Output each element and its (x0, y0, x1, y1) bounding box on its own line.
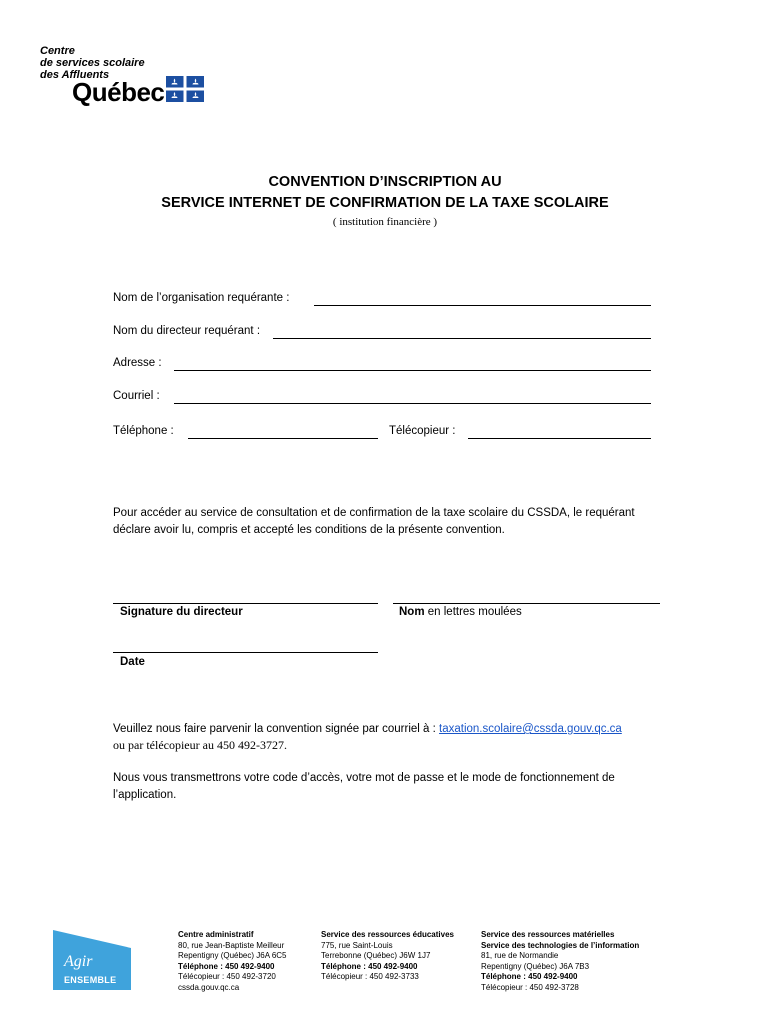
document-title-line-2: SERVICE INTERNET DE CONFIRMATION DE LA TAXE SCOLAIRE (161, 195, 609, 211)
telephone-field[interactable] (188, 438, 378, 439)
footer-col3-title: Service des ressources matérielles (481, 930, 615, 939)
logo-line-1: Centre (40, 45, 75, 57)
fax-instructions: ou par télécopieur au 450 492-3727. (113, 738, 287, 752)
telecopieur-field[interactable] (468, 438, 651, 439)
date-label: Date (120, 656, 145, 668)
logo-line-2: de services scolaire (40, 57, 145, 69)
document-subtitle: ( institution financière ) (332, 216, 438, 228)
nom-line[interactable] (393, 603, 660, 604)
footer-col3-title2: Service des technologies de l’information (481, 940, 640, 950)
adresse-label: Adresse : (113, 357, 162, 369)
footer-col-ressources-educatives (321, 930, 454, 983)
signature-label: Signature du directeur (120, 606, 243, 618)
email-link[interactable]: taxation.scolaire@cssda.gouv.qc.ca (439, 723, 622, 735)
footer-col3-line3: Téléphone : 450 492-9400 (481, 972, 578, 981)
footer-col1-line5[interactable]: cssda.gouv.qc.ca (178, 982, 240, 992)
telephone-label: Téléphone : (113, 425, 174, 437)
footer-col1-title: Centre administratif (178, 930, 254, 939)
date-line[interactable] (113, 652, 378, 653)
logo-line-3: des Affluents (40, 69, 110, 81)
adresse-field[interactable] (174, 370, 651, 371)
ensemble-logo-text: ENSEMBLE (64, 975, 117, 985)
footer-col1-line2: Repentigny (Québec) J6A 6C5 (178, 951, 287, 960)
footer-col1-line3: Téléphone : 450 492-9400 (178, 961, 275, 971)
telecopieur-label: Télécopieur : (389, 425, 456, 437)
document-title-line-1: CONVENTION D’INSCRIPTION AU (268, 174, 502, 190)
nom-label (399, 606, 522, 618)
quebec-flag-icon (166, 76, 204, 102)
courriel-label: Courriel : (113, 390, 160, 402)
send-text: Veuillez nous faire parvenir la convention signée par courriel à : (113, 723, 440, 735)
signature-line[interactable] (113, 603, 378, 604)
transmit-paragraph: Nous vous transmettrons votre code d’accès, votre mot de passe et le mode de fonctionnement de l’application. (113, 772, 615, 801)
nom-label-rest: en lettres moulées (424, 606, 522, 618)
courriel-field[interactable] (174, 403, 651, 404)
footer-col-ressources-materielles (481, 930, 639, 993)
directeur-field[interactable] (273, 338, 651, 339)
organisation-field[interactable] (314, 305, 651, 306)
footer-col2-line3: Téléphone : 450 492-9400 (321, 961, 418, 971)
send-instructions (113, 721, 673, 738)
footer-col1-line4: Télécopieur : 450 492-3720 (178, 972, 276, 981)
declaration-paragraph: Pour accéder au service de consultation et de confirmation de la taxe scolaire du CSSDA, le requérant déclare avoir lu, compris et accepté les conditions de la présente convention. (113, 507, 635, 536)
directeur-label: Nom du directeur requérant : (113, 325, 261, 337)
footer-col3-line2: Repentigny (Québec) J6A 7B3 (481, 961, 590, 971)
footer-col2-line1: 775, rue Saint-Louis (321, 940, 393, 950)
agir-logo-text: Agir (64, 953, 93, 970)
footer-col2-line2: Terrebonne (Québec) J6W 1J7 (321, 951, 431, 960)
footer-col1-line1: 80, rue Jean-Baptiste Meilleur (178, 940, 285, 950)
organisation-label: Nom de l’organisation requérante : (113, 292, 290, 304)
quebec-wordmark: Québec (72, 77, 165, 107)
organisation-logo-text (40, 45, 145, 81)
footer-col3-line1: 81, rue de Normandie (481, 951, 559, 960)
footer-col3-line4: Télécopieur : 450 492-3728 (481, 982, 579, 992)
footer-col2-line4: Télécopieur : 450 492-3733 (321, 972, 419, 981)
nom-label-bold: Nom (399, 606, 425, 618)
footer-col-centre-administratif (178, 930, 287, 993)
footer-col2-title: Service des ressources éducatives (321, 930, 454, 939)
